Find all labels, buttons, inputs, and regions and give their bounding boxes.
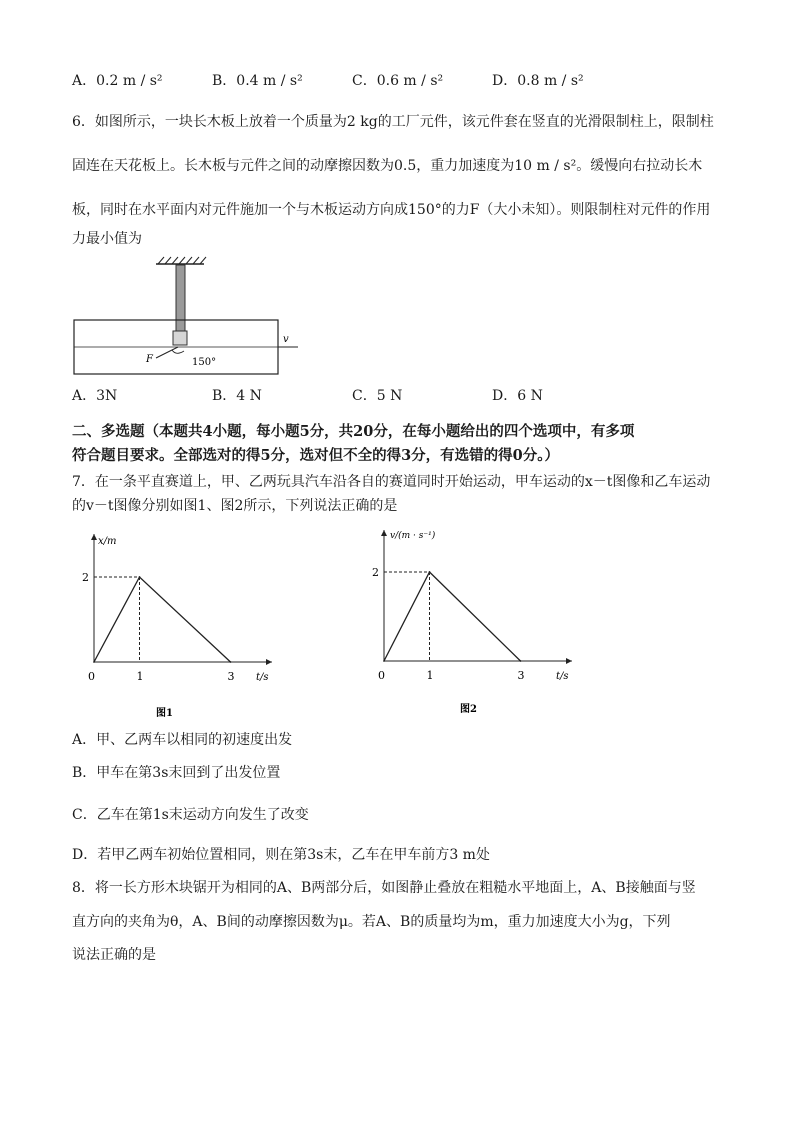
x-axis-arrow bbox=[566, 658, 572, 664]
q8-line-1: 8．将一长方形木块锯开为相同的A、B两部分后，如图静止叠放在粗糙水平地面上，A、B接触面与竖 bbox=[72, 880, 696, 896]
option-value: 0.2 m / s² bbox=[96, 73, 163, 89]
q7-option-c[interactable]: C．乙车在第1s末运动方向发生了改变 bbox=[72, 807, 309, 823]
option-label: A． bbox=[72, 73, 97, 89]
velocity-label: v bbox=[283, 334, 289, 345]
option-label: C． bbox=[352, 388, 377, 404]
q6-option-c[interactable] bbox=[352, 387, 402, 405]
q8-line-3: 说法正确的是 bbox=[72, 947, 156, 963]
chart-title: 图1 bbox=[156, 708, 173, 718]
q7-line-2: 的v－t图像分别如图1、图2所示，下列说法正确的是 bbox=[72, 498, 398, 514]
option-value: 3N bbox=[96, 388, 118, 404]
q6-option-a[interactable] bbox=[72, 387, 117, 405]
y-axis-label: v/(m · s⁻¹) bbox=[390, 531, 436, 541]
data-point bbox=[230, 661, 232, 663]
option-value: 6 N bbox=[517, 388, 543, 404]
data-point bbox=[139, 576, 141, 578]
q6-line-4: 力最小值为 bbox=[72, 231, 142, 247]
option-value: 0.6 m / s² bbox=[376, 73, 444, 89]
data-point bbox=[520, 660, 522, 662]
y-axis-arrow bbox=[381, 530, 387, 536]
data-point bbox=[429, 571, 431, 573]
x-tick-label: 1 bbox=[426, 669, 434, 682]
chart-title: 图2 bbox=[460, 704, 477, 715]
y-axis-label: x/m bbox=[98, 536, 117, 547]
option-label: C． bbox=[352, 73, 377, 89]
q8-line-2: 直方向的夹角为θ，A、B间的动摩擦因数为μ。若A、B的质量均为m，重力加速度大小为g，下列 bbox=[72, 914, 671, 930]
x-axis-label: t/s bbox=[556, 671, 569, 682]
chart-fig1 bbox=[76, 528, 276, 718]
option-label: D． bbox=[492, 388, 518, 404]
q7-option-a[interactable]: A．甲、乙两车以相同的初速度出发 bbox=[72, 732, 293, 748]
q6-line-2: 固连在天花板上。长木板与元件之间的动摩擦因数为0.5，重力加速度为10 m / s²。缓慢向右拉动长木 bbox=[72, 158, 703, 174]
option-value: 0.8 m / s² bbox=[517, 73, 584, 89]
x-tick-label: 0 bbox=[378, 669, 385, 682]
x-tick-label: 3 bbox=[227, 670, 235, 683]
series-line bbox=[384, 572, 521, 661]
force-label: F bbox=[146, 354, 153, 365]
x-tick-label: 3 bbox=[517, 669, 525, 682]
option-label: B． bbox=[212, 73, 237, 89]
q7-line-1: 7．在一条平直赛道上，甲、乙两玩具汽车沿各自的赛道同时开始运动，甲车运动的x－t图像和乙车运动 bbox=[72, 474, 711, 490]
option-label: D． bbox=[492, 73, 518, 89]
x-axis-arrow bbox=[266, 659, 272, 665]
q5-option-d[interactable] bbox=[492, 72, 584, 90]
y-axis-arrow bbox=[91, 534, 97, 540]
q7-option-d[interactable]: D．若甲乙两车初始位置相同，则在第3s末，乙车在甲车前方3 m处 bbox=[72, 847, 490, 863]
chart-fig2 bbox=[366, 524, 576, 716]
option-label: A． bbox=[72, 388, 97, 404]
section2-line-2: 符合题目要求。全部选对的得5分，选对但不全的得3分，有选错的得0分。） bbox=[72, 447, 560, 464]
series-line bbox=[94, 577, 231, 662]
option-value: 0.4 m / s² bbox=[236, 73, 303, 89]
q6-option-d[interactable] bbox=[492, 387, 543, 405]
y-tick-label: 2 bbox=[82, 571, 89, 584]
x-tick-label: 1 bbox=[136, 670, 144, 683]
x-axis-label: t/s bbox=[256, 672, 269, 683]
q5-option-c[interactable] bbox=[352, 72, 443, 90]
option-value: 5 N bbox=[376, 388, 403, 404]
y-tick-label: 2 bbox=[372, 566, 379, 579]
q7-option-b[interactable]: B．甲车在第3s末回到了出发位置 bbox=[72, 765, 281, 781]
data-point bbox=[93, 661, 95, 663]
q6-line-1: 6．如图所示，一块长木板上放着一个质量为2 kg的工厂元件，该元件套在竖直的光滑限制柱上，限制柱 bbox=[72, 114, 714, 130]
q5-option-b[interactable] bbox=[212, 72, 303, 90]
q6-line-3: 板，同时在水平面内对元件施加一个与木板运动方向成150°的力F（大小未知）。则限制柱对元件的作用 bbox=[72, 202, 711, 218]
x-tick-label: 0 bbox=[88, 670, 95, 683]
q6-figure bbox=[72, 254, 304, 378]
option-label: B． bbox=[212, 388, 237, 404]
q6-option-b[interactable] bbox=[212, 387, 262, 405]
q5-option-a[interactable] bbox=[72, 72, 163, 90]
option-value: 4 N bbox=[236, 388, 262, 404]
section2-line-1: 二、多选题（本题共4小题，每小题5分，共20分，在每小题给出的四个选项中，有多项 bbox=[72, 423, 635, 440]
data-point bbox=[383, 660, 385, 662]
angle-label: 150° bbox=[192, 357, 217, 368]
